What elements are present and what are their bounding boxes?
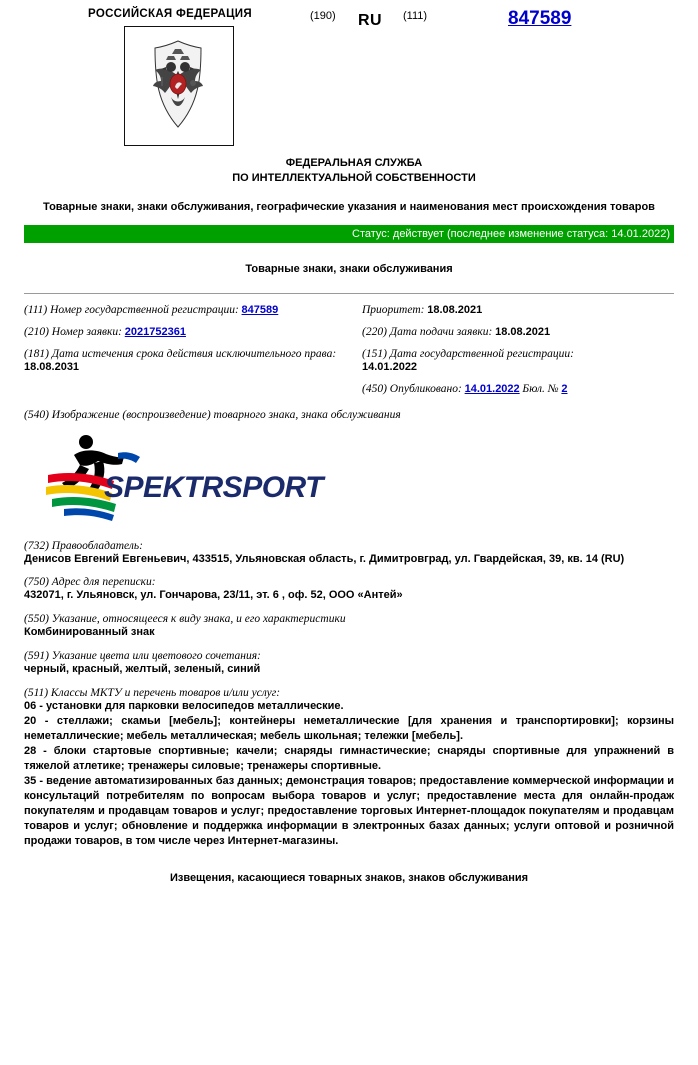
- colors-value: черный, красный, желтый, зеленый, синий: [24, 663, 261, 676]
- footer-note: Извещения, касающиеся товарных знаков, знаков обслуживания: [169, 871, 529, 884]
- class-item: 28 - блоки стартовые спортивные; качели; снаряды гимнастические; снаряды спортивные для упражнений в тяжелой атлетике; тренажеры силовые; тренажеры спортивные.: [24, 745, 674, 773]
- field-row-publication: [24, 383, 674, 395]
- owner-value: Денисов Евгений Евгеньевич, 433515, Ульяновская область, г. Димитровград, ул. Гвардейская, 39, кв. 14 (RU): [24, 552, 625, 565]
- owner-label: (732) Правообладатель:: [24, 539, 143, 552]
- field-owner: [24, 540, 674, 567]
- inid-code-190: (190): [310, 10, 336, 22]
- expiry-date-label: (181) Дата истечения срока действия исключительного права:: [24, 347, 337, 360]
- agency-name: [0, 156, 698, 186]
- class-item: 20 - стеллажи; скамьи [мебель]; контейнеры неметаллические [для хранения и транспортировки]; корзины неметаллические; мебель металлическая; мебель школьная; тележки [мебель].: [24, 714, 674, 743]
- colors-label: (591) Указание цвета или цветового сочетания:: [24, 650, 261, 663]
- trademark-image: [34, 431, 334, 526]
- field-row-expiry: [24, 348, 674, 373]
- field-correspondence-address: [24, 576, 674, 603]
- inid-code-111: (111): [403, 10, 428, 22]
- bulletin-label: Бюл. №: [522, 382, 559, 395]
- country-name: РОССИЙСКАЯ ФЕДЕРАЦИЯ: [88, 8, 252, 20]
- status-badge: Статус: действует (последнее изменение статуса: 14.01.2022): [24, 225, 674, 243]
- field-registration-number: [24, 304, 362, 316]
- registration-number-header[interactable]: 847589: [508, 8, 572, 29]
- country-code-ru: RU: [358, 12, 383, 29]
- field-mark-kind: [24, 613, 674, 640]
- agency-line-2: ПО ИНТЕЛЛЕКТУАЛЬНОЙ СОБСТВЕННОСТИ: [232, 171, 476, 184]
- bibliographic-fields: [24, 304, 674, 395]
- application-date-value: 18.08.2021: [495, 325, 551, 338]
- field-spacer: [24, 383, 362, 395]
- field-row-registration: [24, 304, 674, 316]
- divider: [24, 293, 674, 294]
- agency-line-1: ФЕДЕРАЛЬНАЯ СЛУЖБА: [285, 157, 423, 169]
- registration-date-label: (151) Дата государственной регистрации:: [362, 347, 574, 360]
- priority-value: 18.08.2021: [427, 303, 483, 316]
- document-kind-title: Товарные знаки, знаки обслуживания, географические указания и наименования мест происхождения товаров: [43, 200, 655, 213]
- class-item: 06 - установки для парковки велосипедов металлические.: [24, 699, 344, 712]
- field-expiry-date: [24, 348, 362, 373]
- registration-date-value: 14.01.2022: [362, 360, 418, 373]
- bulletin-number-value[interactable]: 2: [561, 382, 568, 395]
- mark-kind-label: (550) Указание, относящееся к виду знака, и его характеристики: [24, 613, 346, 626]
- registration-number-label: (111) Номер государственной регистрации:: [24, 303, 239, 316]
- coat-of-arms-emblem: [124, 26, 234, 146]
- field-row-application: [24, 326, 674, 338]
- publication-date-value[interactable]: 14.01.2022: [464, 382, 520, 395]
- field-application-number: [24, 326, 362, 338]
- publication-label: (450) Опубликовано:: [362, 382, 462, 395]
- field-priority: [362, 304, 674, 316]
- field-publication: [362, 383, 674, 395]
- expiry-date-value: 18.08.2031: [24, 360, 80, 373]
- class-item: 35 - ведение автоматизированных баз данных; демонстрация товаров; предоставление коммерческой информации и консультаций потребителям по вопросам выбора товаров и услуг; предоставление места для онлайн-продаж покупателям и продавцам товаров и услуг; предоставление торговых Интернет-площадок покупателям и продавцам товаров и услуг; обновление и поддержка информации в электронных базах данных; услуги оптовой и розничной продажи товаров, в том числе через Интернет-магазины.: [24, 775, 674, 848]
- section-title: Товарные знаки, знаки обслуживания: [245, 262, 453, 275]
- application-number-label: (210) Номер заявки:: [24, 325, 123, 338]
- address-label: (750) Адрес для переписки:: [24, 576, 156, 589]
- field-colors: [24, 650, 674, 677]
- trademark-wordmark: SPEKTRSPORT: [104, 470, 323, 504]
- address-value: 432071, г. Ульяновск, ул. Гончарова, 23/11, эт. 6 , оф. 52, ООО «Антей»: [24, 589, 403, 602]
- field-application-date: [362, 326, 674, 338]
- registration-number-value[interactable]: 847589: [241, 303, 279, 316]
- nice-classification: [24, 687, 674, 850]
- mark-kind-value: Комбинированный знак: [24, 626, 155, 639]
- field-registration-date: [362, 348, 674, 373]
- coat-of-arms-icon: [125, 27, 231, 143]
- application-date-label: (220) Дата подачи заявки:: [362, 325, 493, 338]
- mark-image-label: (540) Изображение (воспроизведение) товарного знака, знака обслуживания: [24, 408, 401, 421]
- document-header: [0, 0, 698, 150]
- application-number-value[interactable]: 2021752361: [124, 325, 186, 338]
- priority-label: Приоритет:: [362, 303, 425, 316]
- classes-label: (511) Классы МКТУ и перечень товаров и/или услуг:: [24, 686, 281, 699]
- document-details: [24, 540, 674, 677]
